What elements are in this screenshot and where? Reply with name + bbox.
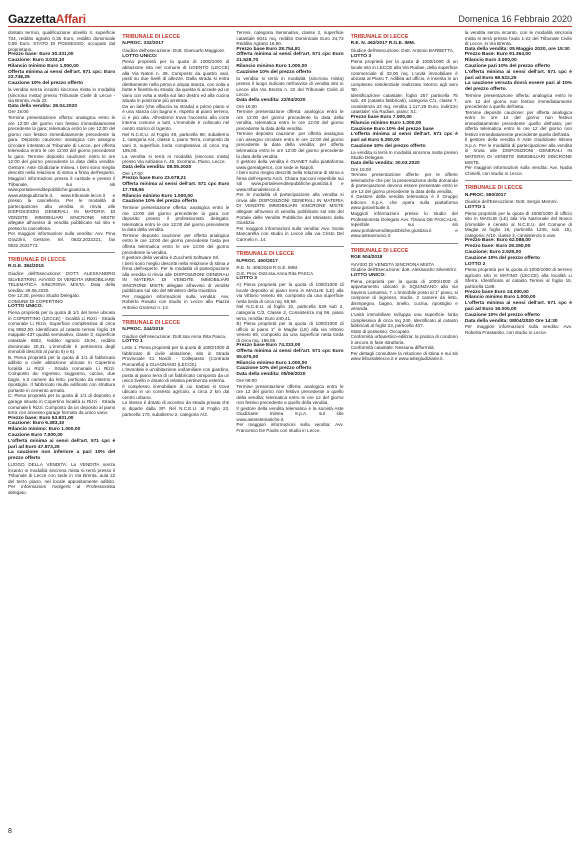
highlight-line: L'offerta minima ai sensi dell'art. 571 cpc è pari ad Euro 47.873,25: [8, 438, 116, 450]
body-paragraph: Identificazione catastale: foglio 257 particella 75 sub. 48 (catasto fabbricati), categoria C/1, classe 7, consistenza 32 mq, rendita 1.117,25 Euro, indirizzo catastale: Via Rudiae, piano: S1.: [350, 92, 458, 115]
body-paragraph: la vendita senza incanto, con le modalità sincrona mista si terrà presso l'aula 1-22 del Tribunale Civile di Lecce, in Via Brenta.: [464, 30, 573, 47]
highlight-line: Prezzo base Euro 24.000,00: [464, 289, 529, 295]
body-paragraph: Maggiori informazioni presso lo studio del Professionista Delegato Avv. Tiziana DE PASCALIS, reperibile sui siti www.portalevenditepubbliche.giustizia.it e www.asteannunci.it.: [350, 210, 458, 239]
highlight-line: Cauzione 10% del prezzo offerto: [464, 255, 540, 261]
body-paragraph: B. Piena proprietà per la quota di 1/1 di fabbricato adibito a civile abitazione ubicato in Copertino località Li Rizzi - Strada comunale Li Rizzi. Composto da: ingresso, soggiorno, cucina, due bagni, n.3 camere da letto, porticato da esterno e ripostiglio. Il fabbricato risulta edificato con struttura portante in cemento armato.: [8, 354, 116, 393]
text-column-2: [122, 30, 229, 823]
body-paragraph: Lo stesso è dotato di accesso da strada privata che si diparte dalla SP. Nel N.C.E.U. al Foglio 22, particella 170, subalterno 2, categoria A/3.: [122, 400, 230, 417]
body-paragraph: A) Piena proprietà per la quota di 1000/1000 di locale deposito al piano terra in MAGLIE (LE) alla via Vittorio Veneto 69, composto da una superficie netta lorda di circa mq. 59,96.: [236, 282, 344, 304]
body-paragraph: Per maggiori informazioni sulla vendita: Avv. Roberto Rosato con studio in Lecce alla Piazza Antonio Gramsci n. 13.: [122, 293, 230, 311]
section-divider: [122, 315, 229, 316]
logo-main: Gazzetta: [8, 12, 56, 26]
body-paragraph: Per maggiori informazioni sulla vendita: Avv. Francesco De Paolis con studio in Lecce.: [236, 422, 344, 433]
body-paragraph: G.E. Prov. Dott.ssa Anna Rita PASCA.: [236, 270, 315, 276]
columns-container: [8, 30, 572, 823]
body-paragraph: Il complesso immobiliare di cui trattasi si trova ubicato in un contesto agricolo, a circa 2 km dal centro urbano.: [122, 383, 230, 400]
text-column-1: [8, 30, 115, 823]
body-paragraph: Ore 15:00: [350, 166, 372, 172]
body-paragraph: Per le modalità di partecipazione alla vendita si rinvia alle DISPOSIZIONI GENERALI IN MATERIA DI VENDITE IMMOBILIARI SINCRONE MISTE allegate all'avviso di vendita pubblicato sul sito del Portale delle Vendite Pubbliche del Ministero della Giustizia.: [236, 192, 344, 226]
procedure-number: R.G.E. 384/2015: [8, 264, 44, 270]
body-paragraph: C. Piena proprietà per la quota di 1/1 di deposito e garage situato in Copertino località Li Rizzi - Strada comunale li Rizzi. Composto da un deposito al piano terra con annesso garage formato da unico vano.: [8, 393, 116, 416]
highlight-line: Prezzo base Euro 74.233,00: [236, 343, 301, 349]
body-paragraph: Termine presentazione offerta: analogica entro le ore 12 del giorno non festivo precedente a quello della vendita; telematica entro le ore 12 del giorno non festivo precedente a quello della vendita.: [236, 383, 344, 406]
procedure-number: N.PROC. 450/2017: [236, 258, 278, 264]
section-heading: TRIBUNALE DI LECCE: [236, 251, 295, 258]
highlight-line: Offerta minima ai sensi dell'art. 571 cpc Euro 17.758,66: [122, 181, 230, 193]
body-paragraph: Termine presentazione offerta: analogica entro le ore 12 del giorno non festivo immediatamente precedente a quello dell'asta.: [464, 93, 573, 110]
section-heading: TRIBUNALE DI LECCE: [8, 257, 66, 264]
highlight-line: Prezzo Base: Euro 62.088,00: [464, 238, 531, 244]
body-paragraph: Piena proprietà per la quota di 1000/1000 di un locale sito in LECCE alla Via Rudiae, della superficie commerciale di 33,00 mq. L'unità immobiliare è ubicata al Piano T. Adibita ad ufficio, è inserita in un complesso residenziale realizzato intorno agli anni '80.: [350, 59, 458, 93]
highlight-line: LOTTO UNICO:: [350, 272, 386, 278]
highlight-line: Cauzione 10% del prezzo offerto: [122, 199, 198, 205]
highlight-line: L'offerta minima ai sensi dell'art. 571 cpc è pari ad Euro 18.000,00: [464, 301, 573, 312]
body-paragraph: Ore 12:30, presso Studio Delegato.: [8, 293, 81, 299]
body-paragraph: Piena proprietà per la quota di 1000/1000 di ufficio sito in MAGLIE (LE) alla Via Nazionale del Bosco (immobile è censito al N.C.E.U. del Comune di Maglie al foglio 16, particella 1236, sub. 15), categoria: A/10, classe 2, consistenza 5 vani.: [464, 210, 573, 238]
body-paragraph: Ore 16:00: [236, 103, 257, 109]
body-paragraph: la vendita si terrà in modalità (sincrona mista) presso il luogo indicato nell'avviso di vendita sito in Lecce alla Via Brenta n. 22 del Tribunale Civile di Lecce.: [236, 75, 344, 98]
body-paragraph: Termine presentazione offerta: analogica entro le ore 12:00 del giorno non festivo immediatamente precedente la gara; telematica entro le ore 12:00 del giorno non festivo immediatamente precedente la gara. Deposito cauzione: analogica con assegno circolare intestato al Tribunale di Lecce, per offerta telematica entro le ore 12:00 del giorno precedente la gara. Termine deposito cauzione: entro le ore 12:00 del giorno precedente la data della vendita. Gestore: Aste Giudiziarie Inlinea. I beni sono meglio descritti nella relazione di stima a firma dell'esperto. Maggiori informazioni presso il custode e presso il Tribunale, sui siti www.portalevenditepubbliche.giustizia.it, www.astegiudiziarie.it, www.tribunale.lecce.it e presso la cancelleria. Per le modalità di partecipazione alla vendita si rinvia alle DISPOSIZIONI GENERALI IN MATERIA DI VENDITE IMMOBILIARI SINCRONE MISTE allegate all'avviso di vendita pubblicato sul sito e presso la cancelleria.: [8, 114, 116, 231]
highlight-line: Cauzione: Euro 2.925,00: [464, 250, 522, 255]
body-paragraph: Piena proprietà per la quota di 1000/1000 di appartamento ubicato in SQUINZANO alla via Saverio Lamarina, 7. L'immobile posto al 1° piano, si compone di ingresso, studio, 2 camere da letto, disimpegno, bagno, tinello, cucina, ripostiglio e veranda.: [350, 278, 458, 312]
procedure-number: N.PROC. 244/2019: [122, 326, 164, 332]
body-paragraph: Giudice dell'esecuzione: Dott.ssa Anna Rita Pasca.: [122, 333, 227, 339]
highlight-line: Prezzo base: Euro 29.250,00: [464, 244, 531, 250]
highlight-line: Data della vendita: 08/04/2020 Ore 14:30: [464, 318, 558, 324]
highlight-line: L'offerta minima ai sensi dell'art. 571 cpc è pari ad Euro 5.250,00: [350, 132, 458, 144]
highlight-line: Data della vendita: 22/04/2020: [236, 97, 306, 103]
body-paragraph: L'unità immobiliare sviluppa una superficie lorda complessiva di circa mq 240. Identificato al catasto fabbricati al foglio 23, particella 407.: [350, 311, 458, 329]
procedure-number: RGE 504/2018: [350, 255, 383, 261]
highlight-line: Data della vendita: 08.05.2020: [122, 164, 192, 170]
highlight-line: Data della vendita: 28.04.2020: [8, 103, 78, 109]
text-column-3: [236, 30, 343, 823]
highlight-line: La cauzione versata dovrà essere pari al 10% del prezzo offerto.: [464, 81, 573, 93]
highlight-line: Rilancio minimo Euro 1.000,00: [464, 295, 536, 301]
body-paragraph: Giudice dell'Esecuzione: DOTT. ALESSANDRO SILVESTRINI. AVVISO DI VENDITA IMMOBILIARE TELEMATICA SINCRONA MISTA. Data della vendita: 29.05.2020.: [8, 271, 116, 293]
text-column-4: [351, 30, 458, 823]
logo-accent: Affari: [55, 12, 86, 26]
text-column-5: [465, 30, 572, 823]
publication-logo: [8, 12, 86, 26]
highlight-line: Rilancio minimo Euro 1.000,00: [236, 360, 308, 366]
highlight-line: LOTTO 1: [122, 339, 143, 345]
body-paragraph: Da un lato (che affaccia su strada) a primo piano vi è una stanza con bagno e, rispetto al piano terreno, ci è più alta. All'esterno trova l'accesso alla corte interna comune a tutti. L'immobile è collocato nel centro storico di Ugento.: [122, 103, 230, 132]
section-heading: TRIBUNALE DI LECCE: [464, 185, 523, 192]
highlight-line: Cauzione: Euro 6.383,10: [8, 421, 65, 427]
body-paragraph: Termine deposito cauzione: per offerta analogica con assegno circolare entro le ore 12:00 del giorno precedente la data della vendita; per offerta telematica entro le ore 12:00 del giorno precedente la data della vendita.: [236, 131, 344, 159]
body-paragraph: Lotto 1: Piena proprietà per la quota di 1000/1000 di fabbricato di civile abitazione, sito in Strada Provinciale 41 Nardò - Collepasso (Contrada Porcarella) a GUAGNANO (LECCE).: [122, 345, 230, 367]
body-paragraph: Il gestore della vendita è Zucchetti Software Srl.: [122, 255, 220, 261]
highlight-line: Offerta minima ai sensi dell'art. 571 cpc Euro 55.675,00: [236, 349, 344, 360]
section-heading: TRIBUNALE DI LECCE: [122, 319, 181, 326]
section-heading: TRIBUNALE DI LECCE: [122, 34, 181, 40]
section-divider: [8, 252, 115, 253]
body-paragraph: Per maggiori informazioni sulla vendita: Avv. Nadia Chirielli, con studio in Lecce.: [464, 165, 573, 176]
procedure-number: N.PROC. 590/2017: [464, 192, 507, 198]
body-paragraph: La vendita si terrà in modalità (sincrona mista) presso Via Adriatica n. 45, Scorrano. Piano, Lecce.: [122, 153, 230, 165]
highlight-line: Prezzo base: Euro 63.831,00: [8, 415, 74, 421]
body-paragraph: Conformità urbanistico-edilizia: la pratica di condono è ancora in fase istruttoria.: [350, 334, 458, 345]
body-paragraph: Ore 17:00: [122, 170, 143, 176]
body-paragraph: AVVISO DI VENDITA SINCRONA MISTA: [350, 261, 435, 267]
body-paragraph: Il gestore della vendita è GIANET sulla piattaforma www.gorealgest.it, con sede in Napoli.: [236, 159, 344, 170]
body-paragraph: Il gestore della vendita telematica è la società Aste Giudiziarie Inlinea S.p.A. sul sito www.astetelematiche.it.: [236, 405, 344, 422]
body-paragraph: Terreni, categoria Seminativo, classe 2, superficie catastale 6041 mq, reddito Dominicale Euro 24,73 Reddito Agrario 16,60.: [236, 30, 344, 47]
highlight-line: LOTTO 3: [350, 53, 372, 59]
body-paragraph: B) Piena proprietà per la quota di 1000/1000 di ufficio al piano 1° in Maglie (LE) alla via Vittorio Veneto 69, composto da una superficie netta lorda di circa mq. 186,55.: [236, 321, 344, 343]
body-paragraph: Per maggiori informazioni sulla vendita: Avv. Pina Grazzini, Gestore, tel. 0832.2022221, fax 0832.2022773.: [8, 231, 116, 248]
highlight-line: Prezzo base Euro 7.000,00: [350, 114, 412, 120]
section-divider: [465, 180, 572, 181]
body-paragraph: Piena proprietà per la quota di 1000/1000 di abitazione sita nel comune di UGENTO (LECCE) alla Via Natori n. 39. Composto da quattro vani, posti su due livelli di altezze. Dalla strada si entra direttamente nella prima e ampia stanza, con volta a botte e finestra su strada; da questa si accede ad un vano con volta a stella sul lato destro ed alla cucina situata in posizione più arretrata.: [122, 59, 230, 104]
body-paragraph: La vendita si terrà in modalità sincrona mista presso Studio Delegato.: [350, 149, 458, 161]
body-paragraph: Giudice dell'Esecuzione: dott. Alessandro Silvestrini.: [350, 267, 457, 273]
body-paragraph: Il Gestore della vendita telematica è il Gruppo Edicom S.p.A. che opera sulla piattaforma www.garavirtuale.it.: [350, 194, 458, 211]
highlight-line: Offerta minima ai sensi dell'art. 571 cpc Euro 21.528,70: [236, 52, 344, 64]
highlight-line: LOTTO UNICO:: [122, 53, 158, 59]
body-paragraph: Piena proprietà per la quota di 1000/1000 di terreno agricolo sito in MATINO (LECCE) alla località Li Sferra. Identificato al catasto Terreni al foglio 15, particella 1189.: [464, 267, 573, 290]
highlight-line: Cauzione 10% del prezzo offerto: [350, 143, 426, 149]
body-paragraph: LUOGO DELLA VENDITA: La VENDITA senza incanto in modalità sincrona mista si terrà presso il Tribunale di Lecce con sede in Via Brenta, aula 22 del terzo piano, nel locale appositamente adibito. Per informazioni rivolgersi al Professionista delegato.: [8, 462, 116, 495]
body-paragraph: R.E. N. 406/2018 R.G.E. IMM.: [236, 265, 299, 271]
body-paragraph: Ore 09:00: [236, 378, 257, 384]
highlight-line: Data della vendita: 05/06/2020: [236, 372, 306, 378]
highlight-line: Rilancio Euro 3.000,00: [464, 58, 517, 64]
highlight-line: Cauzione 10% del prezzo offerto: [236, 366, 312, 372]
highlight-line: Cauzione Euro 7.000,00: [8, 433, 63, 439]
section-heading: TRIBUNALE DI LECCE: [350, 34, 409, 40]
highlight-line: LOTTO 1: [464, 204, 486, 210]
body-paragraph: Giudice dell'esecuzione: Dott. Giancarlo Maggiore.: [122, 48, 226, 54]
highlight-line: Rilancio minimo Euro 1.000,00: [122, 193, 193, 199]
highlight-line: Prezzo base Euro 23.678,21: [122, 176, 187, 182]
highlight-line: Cauzione 10% del prezzo offerto: [8, 81, 84, 87]
highlight-line: La cauzione non inferiore a pari 10% del prezzo offerto: [8, 450, 116, 462]
body-paragraph: Per maggiori informazioni sulla vendita: Avv. Roberta Frassanito, con studio in Lecce.: [464, 324, 573, 335]
highlight-line: Cauzione 10% del prezzo offerto: [464, 312, 540, 318]
body-paragraph: Nel N.C.E.U. al foglio 10, particella 539 sub 2, categoria C/2, Classe 2, Consistenza mq 56, piano terra, rendita: Euro 240,41.: [236, 304, 344, 321]
body-paragraph: Giudice dell'Esecuzione: Dott. Sergio Memmi.: [464, 199, 558, 205]
masthead: [8, 6, 572, 27]
body-paragraph: la vendita senza incanto sincrona mista in modalità (sincrona mista) presso Tribunale Civile di Lecce - via Brenta, Aula 22.: [8, 86, 116, 104]
highlight-line: Prezzo base: Euro 30.331,00: [8, 52, 74, 58]
body-paragraph: L'immobile è un'abitazione unifamiliare con giardino, posta al piano terra di un fabbricato composto da un unico livello e dotato di relativa pertinenza esterna.: [122, 367, 230, 384]
body-paragraph: Conformità catastale: Nessuna difformità.: [350, 345, 435, 351]
dateline: Domenica 16 Febbraio 2020: [458, 14, 572, 24]
highlight-line: Prezzo base Euro 28.754,81: [236, 46, 301, 52]
highlight-line: Offerta minima ai sensi dell'art. 571 cpc: Euro 22.748,25: [8, 69, 116, 81]
highlight-line: Data della vendita: 30.03.2020: [350, 160, 420, 166]
body-paragraph: Termine deposito cauzione: per offerta analogica entro le ore 13:00 del giorno precedente l'asta per offerta telematica entro le ore 13:00 del giorno precedente la vendita.: [122, 232, 230, 255]
highlight-line: LOTTO UNICO.: [8, 304, 43, 310]
body-paragraph: COMUNE DI COPERTINO: [8, 298, 63, 304]
body-paragraph: I beni sono meglio descritti nella relazione di stima a firma dell'esperto Arch. Chiara Sacconi reperibile sui siti www.portalevenditepubbliche.giustizia.it e www.tribunalelecce.it.: [236, 170, 344, 192]
highlight-line: LOTTO 2: [464, 261, 486, 267]
body-paragraph: Nel N.C.E.U. al Foglio 49, particella 86; subalterno 1, categoria A/4, classe 1, piano Terra, composto da vani 3, superficie lorda complessiva di circa mq. 105,00.: [122, 131, 230, 154]
body-paragraph: Termine deposito cauzione: per offerta analogica entro le ore 12 del giorno non festivo immediatamente precedente quello dell'asta; per offerta telematica entro le ore 12 del giorno non festivo immediatamente precedente quello dell'asta.: [464, 109, 573, 137]
highlight-line: LOTTO 3: [236, 276, 257, 282]
highlight-line: Cauzione Euro 10% del prezzo base: [350, 126, 434, 132]
highlight-line: Cauzione pari 10% del prezzo offerto: [464, 64, 551, 70]
procedure-number: R.E. N. 462/2017 R.G.E. IMM.: [350, 41, 416, 47]
highlight-line: Rilancio minimo: Euro 1.000,00: [8, 427, 81, 433]
highlight-line: L'offerta minima ai sensi dell'art. 571 cpc è pari ad Euro 68.522,25: [464, 69, 573, 81]
body-paragraph: Piena proprietà per la quota di 1/1 del bene ubicato in COPERTINO (LECCE) - località Li Rizzi - Strada comunale Li Rizzi. Superficie complessiva di circa mq 9552,00. Identificato al catasto terreni foglio 19 mappale 437 qualità seminativo, classe 3, superficie catastale 6552, reddito agrario 19,94, reddito dominicale 20,31. L'immobile è pertinenza degli immobili descritti al punto 5) e 6).: [8, 310, 116, 355]
page-number: 8: [8, 828, 12, 835]
body-paragraph: dostato termici, qualificazione utivello 4, superficie 734, reddito agrario 0,35 Euro, reddito dominicale 0,89 Euro. STATO DI POSSESSO: occupato dal proprietario.: [8, 30, 116, 52]
highlight-line: Cauzione 10% del prezzo offerto: [236, 69, 312, 75]
body-paragraph: Ore 15:00: [8, 109, 29, 115]
highlight-line: Rilancio minimo Euro 1.000,00: [8, 63, 79, 69]
procedure-number: N.PROC. 332/2017: [122, 41, 164, 47]
highlight-line: Data della vendita: 05 Maggio 2020, ore 15:30: [464, 46, 570, 52]
body-paragraph: Termine presentazione offerta: analogica entro le ore 12:00 del giorno precedente la gara con deposito presso il professionista delegato; telematica entro le ore 12:00 del giorno precedente la data della vendita.: [122, 205, 230, 233]
highlight-line: Prezzo Base: Euro 91.363,00: [464, 52, 531, 58]
body-paragraph: I beni sono meglio descritti nella relazione di stima a firma dell'esperto. Per le modalità di partecipazione alla vendita si rinvia alle DISPOSIZIONI GENERALI IN MATERIA DI VENDITE IMMOBILIARI SINCRONE MISTE allegate all'avviso di vendita pubblicato sul sito del Ministero della Giustizia.: [122, 260, 230, 294]
body-paragraph: Termine presentazione offerte: per le offerte telematiche che per la presentazione della domanda di partecipazione devono essere presentate entro le ore 12 del giorno precedente la data della vendita.: [350, 172, 458, 194]
body-paragraph: Stato di possesso: Occupato.: [350, 328, 411, 334]
body-paragraph: Per dettagli consultare la relazione di stima e sui siti www.tribunalelecce.it e www.astegiudiziarie.it.: [350, 350, 458, 362]
section-heading: TRIBUNALE DI LECCE: [350, 247, 409, 254]
body-paragraph: Il gestore della vendita è Aste Giudiziarie Inlinea S.p.A. Per le modalità di partecipazione alla vendita si rinvia alle DISPOSIZIONI GENERALI IN MATERIA DI VENDITE IMMOBILIARI SINCRONE MISTE.: [464, 137, 573, 165]
body-paragraph: Per maggiori informazioni sulla vendita: Avv. Sonia Mancarella con studio in Lecce alla via Cristo Del Carmelo n. 14.: [236, 225, 344, 242]
highlight-line: Rilancio minimo Euro 1.000,00: [236, 64, 308, 70]
section-divider: [236, 246, 343, 247]
section-divider: [351, 243, 458, 244]
body-paragraph: Giudice dell'esecuzione: Dott. Antonio BARBETTA.: [350, 48, 455, 54]
body-paragraph: Termine presentazione offerta: analogica entro le ore 12:00 del giorno precedente la data della vendita, telematica entro le ore 12:00 del giorno precedente la data della vendita.: [236, 109, 344, 131]
highlight-line: Rilancio minimo Euro 1.000,00: [350, 120, 422, 126]
highlight-line: Cauzione: Euro 3.033,10: [8, 57, 65, 63]
